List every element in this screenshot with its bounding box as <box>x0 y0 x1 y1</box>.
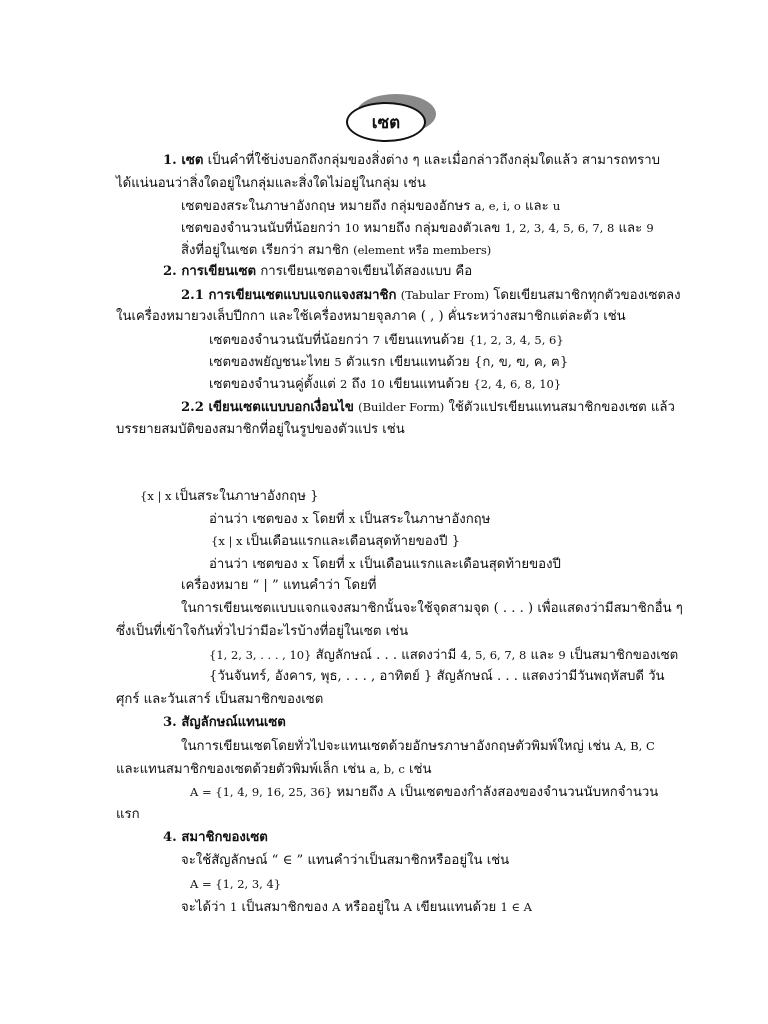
body-text: {x | x <box>140 489 176 503</box>
text-line <box>181 737 655 756</box>
body-text: 4, 5, 6, 7, 8 <box>460 648 527 662</box>
text-line <box>181 898 532 917</box>
heading-text: 2.1 การเขียนเซตแบบแจกแจงสมาชิก <box>181 288 397 303</box>
body-text: {วันจันทร์, อังคาร, พุธ, . . . , อาทิตย์ } สัญลักษณ์ . . . แสดงว่ามีวันพฤหัสบดี วัน <box>209 669 665 684</box>
body-text: (element หรือ members) <box>353 243 492 257</box>
text-line <box>181 852 509 870</box>
heading-text: 3. สัญลักษณ์แทนเซต <box>163 715 286 730</box>
body-text: เขียนแทนด้วย <box>384 377 474 392</box>
page-title: เซต <box>346 102 426 142</box>
body-text: 1, 2, 3, 4, 5, 6, 7, 8 <box>504 221 615 235</box>
body-text: (Builder Form) <box>358 400 445 414</box>
body-text: สิ่งที่อยู่ในเซต เรียกว่า สมาชิก <box>181 243 354 258</box>
body-text: x <box>348 512 356 526</box>
heading-text: 1. เซต <box>163 153 204 168</box>
body-text: 9 <box>558 648 566 662</box>
body-text: อ่านว่า เซตของ <box>209 512 302 527</box>
text-line <box>163 263 472 281</box>
text-line <box>209 668 665 686</box>
body-text: และ <box>614 221 647 236</box>
body-text: 1 <box>230 900 238 914</box>
body-text: ได้แน่นอนว่าสิ่งใดอยู่ในกลุ่มและสิ่งใดไม่อยู่ในกลุ่ม เช่น <box>116 176 426 191</box>
body-text: เป็นสระในภาษาอังกฤษ } <box>175 489 319 504</box>
body-text: เป็นเดือนแรกและเดือนสุดท้ายของปี <box>355 557 561 572</box>
body-text: เซตของจำนวนคู่ตั้งแต่ <box>209 377 341 392</box>
body-text: เป็นสมาชิกของเซต <box>565 648 679 663</box>
text-line <box>209 646 678 665</box>
body-text: (Tabular From) <box>400 288 490 302</box>
text-line <box>116 691 323 709</box>
body-text: สัญลักษณ์ . . . แสดงว่ามี <box>311 648 461 663</box>
body-text: a, b, c <box>369 762 405 776</box>
text-line <box>163 829 268 847</box>
text-line <box>163 714 286 732</box>
body-text: {2, 4, 6, 8, 10} <box>473 377 562 391</box>
body-text: และแทนสมาชิกของเซตด้วยตัวพิมพ์เล็ก เช่น <box>116 762 370 777</box>
text-line <box>116 623 408 641</box>
body-text: ในเครื่องหมายวงเล็บปีกกา และใช้เครื่องหมายจุลภาค ( , ) คั่นระหว่างสมาชิกแต่ละตัว เช่น <box>116 309 626 324</box>
body-text: {1, 2, 3, . . . , 10} <box>209 648 312 662</box>
body-text: เป็นเดือนแรกและเดือนสุดท้ายของปี } <box>246 534 461 549</box>
text-line <box>181 577 377 595</box>
text-line <box>209 331 564 350</box>
body-text: A <box>387 785 396 799</box>
body-text: แรก <box>116 807 140 822</box>
text-line <box>181 197 560 216</box>
body-text: อ่านว่า เซตของ <box>209 557 302 572</box>
body-text: และ <box>526 648 559 663</box>
body-text: การเขียนเซตอาจเขียนได้สองแบบ คือ <box>256 264 473 279</box>
text-line <box>116 308 626 326</box>
body-text: เขียนแทนด้วย <box>411 900 501 915</box>
body-text: หมายถึง กลุ่มของตัวเลข <box>359 221 505 236</box>
heading-text: 2. การเขียนเซต <box>163 264 257 279</box>
body-text: และ <box>520 199 553 214</box>
text-line <box>116 760 431 779</box>
body-text: เซตของจำนวนนับที่น้อยกว่า <box>209 333 373 348</box>
text-line <box>209 555 561 574</box>
text-line <box>209 375 561 394</box>
body-text: 1 ∈ A <box>500 900 532 914</box>
body-text: ตัวแรก เขียนแทนด้วย {ก, ข, ฃ, ค, ฅ} <box>341 355 569 370</box>
body-text: เขียนแทนด้วย <box>380 333 469 348</box>
body-text: ถึง <box>347 377 371 392</box>
body-text: บรรยายสมบัติของสมาชิกที่อยู่ในรูปของตัวแปร เช่น <box>116 422 405 437</box>
body-text: ในการเขียนเซตโดยทั่วไปจะแทนเซตด้วยอักษรภาษาอังกฤษตัวพิมพ์ใหญ่ เช่น <box>181 739 615 754</box>
heading-text: 4. สมาชิกของเซต <box>163 830 268 845</box>
body-text: 10 <box>344 221 360 235</box>
body-text: A <box>403 900 412 914</box>
body-text: โดยที่ <box>308 512 349 527</box>
body-text: เครื่องหมาย “ | ” แทนคำว่า โดยที่ <box>181 578 377 593</box>
text-line <box>181 219 654 238</box>
text-line <box>116 806 140 824</box>
body-text: ในการเขียนเซตแบบแจกแจงสมาชิกนั้นจะใช้จุดสามจุด ( . . . ) เพื่อแสดงว่ามีสมาชิกอื่น ๆ <box>181 601 683 616</box>
text-line <box>209 510 490 529</box>
body-text: A, B, C <box>614 739 655 753</box>
body-text: {x | x <box>211 534 247 548</box>
text-line <box>181 398 675 417</box>
body-text: เช่น <box>404 762 432 777</box>
body-text: เป็นคำที่ใช้บ่งบอกถึงกลุ่มของสิ่งต่าง ๆ และเมื่อกล่าวถึงกลุ่มใดแล้ว สามารถทราบ <box>203 153 660 168</box>
body-text: 5 <box>334 355 342 369</box>
title-badge <box>346 94 438 146</box>
text-line <box>209 353 568 372</box>
body-text: ใช้ตัวแปรเขียนแทนสมาชิกของเซต แล้ว <box>444 400 675 415</box>
text-line <box>181 286 681 305</box>
body-text: เซตของพยัญชนะไทย <box>209 355 335 370</box>
body-text: x <box>301 512 309 526</box>
body-text: {1, 2, 3, 4, 5, 6} <box>468 333 564 347</box>
body-text: ซึ่งเป็นที่เข้าใจกันทั่วไปว่ามีอะไรบ้างที่อยู่ในเซต เช่น <box>116 624 409 639</box>
body-text: เป็นเซตของกำลังสองของจำนวนนับหกจำนวน <box>395 785 659 800</box>
body-text: หมายถึง <box>332 785 388 800</box>
text-line <box>181 241 491 260</box>
body-text: เซตของจำนวนนับที่น้อยกว่า <box>181 221 345 236</box>
text-line <box>163 152 660 170</box>
body-text: 10 <box>370 377 385 391</box>
body-text: A = {1, 4, 9, 16, 25, 36} <box>190 785 333 799</box>
text-line <box>190 783 658 802</box>
text-line <box>181 600 683 618</box>
body-text: a, e, i, o <box>474 199 521 213</box>
body-text: 7 <box>372 333 381 347</box>
body-text: เป็นสระในภาษาอังกฤษ <box>355 512 491 527</box>
body-text: A = {1, 2, 3, 4} <box>190 877 282 891</box>
body-text: A <box>332 900 341 914</box>
body-text: เซตของสระในภาษาอังกฤษ หมายถึง กลุ่มของอักษร <box>181 199 475 214</box>
text-line <box>190 875 281 894</box>
body-text: จะได้ว่า <box>181 900 231 915</box>
body-text: ศุกร์ และวันเสาร์ เป็นสมาชิกของเซต <box>116 692 324 707</box>
body-text: 9 <box>646 221 654 235</box>
text-line <box>211 532 460 551</box>
body-text: โดยเขียนสมาชิกทุกตัวของเซตลง <box>489 288 681 303</box>
body-text: x <box>301 557 309 571</box>
body-text: u <box>552 199 561 213</box>
heading-text: 2.2 เขียนเซตแบบบอกเงื่อนไข <box>181 400 354 415</box>
body-text: เป็นสมาชิกของ <box>237 900 333 915</box>
body-text: จะใช้สัญลักษณ์ “ ∈ ” แทนคำว่าเป็นสมาชิกหรืออยู่ใน เช่น <box>181 853 510 868</box>
body-text: 2 <box>340 377 348 391</box>
text-line <box>116 175 426 193</box>
text-line <box>116 421 405 439</box>
body-text: โดยที่ <box>308 557 349 572</box>
body-text: หรืออยู่ใน <box>340 900 404 915</box>
body-text: x <box>348 557 356 571</box>
text-line <box>140 487 319 506</box>
